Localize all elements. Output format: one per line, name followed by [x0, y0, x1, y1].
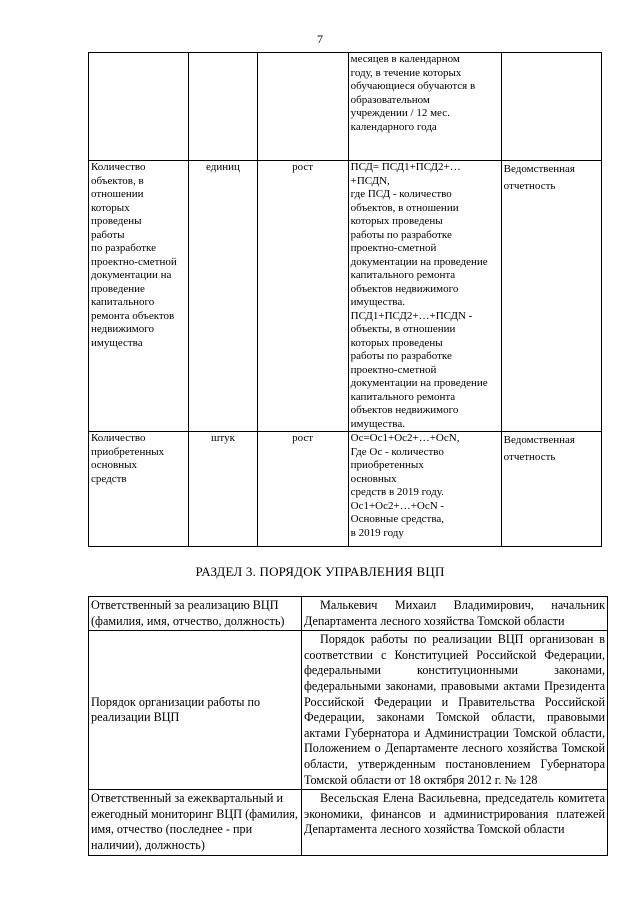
formula-line: учреждении / 12 мес.	[350, 107, 450, 119]
formula-line: проектно-сметной	[350, 363, 437, 376]
indicator-name-line: которых	[91, 201, 130, 214]
formula-line: которых проведены	[350, 215, 443, 227]
formula-line: объектов, в отношении	[350, 201, 459, 214]
source-cell	[501, 53, 601, 161]
formula-cell	[348, 432, 501, 547]
formula-cell	[348, 161, 501, 432]
table-row	[89, 597, 608, 631]
formula-line: имущества.	[350, 296, 405, 308]
formula-line: проектно-сметной	[350, 242, 437, 254]
formula-line: ПСД= ПСД1+ПСД2+…+ПСДN,	[350, 161, 461, 187]
section-heading: РАЗДЕЛ 3. ПОРЯДОК УПРАВЛЕНИЯ ВЦП	[195, 564, 445, 579]
formula-line: объектов недвижимого	[350, 282, 459, 295]
formula-line: объектов недвижимого	[350, 404, 459, 416]
source-cell	[501, 161, 601, 432]
formula-line: году, в течение которых	[350, 66, 462, 79]
indicator-name-cell	[89, 161, 189, 432]
formula-line: работы по разработке	[350, 350, 452, 362]
formula-line: обучающиеся обучаются в	[350, 80, 476, 92]
formula-line: месяцев в календарном	[350, 53, 460, 65]
formula-line: где ПСД - количество	[350, 188, 452, 200]
formula-line: документации на проведение	[350, 377, 488, 389]
formula-cell	[348, 53, 501, 161]
indicator-name-line: средств	[91, 472, 127, 485]
procedure-value-text: Порядок работы по реализации ВЦП организован в соответствии с Конституцией Российской Федерации, федеральными конституционными законами, федеральными законами, правовыми актами Президента Российской Федерации и Правительства Российской Федерации, законами Томской области, правовыми актами Губернатора и Администрации Томской области, Положением о Департаменте лесного хозяйства Томской области, утвержденным постановлением Губернатора Томской области от 18 октября 2012 г. № 128	[304, 632, 605, 787]
formula-line: которых проведены	[350, 336, 443, 349]
indicator-name-line: недвижимого	[91, 323, 154, 335]
indicator-name-line: проектно-сметной	[91, 255, 177, 268]
monitoring-value-text: Весельская Елена Васильевна, председатель комитета экономики, финансов и администрирования платежей Департамента лесного хозяйства Томской области	[304, 791, 605, 837]
indicator-name-line: имущества	[91, 336, 143, 349]
indicator-name-line: Количество	[91, 161, 146, 173]
formula-line: капитального ремонта	[350, 390, 456, 403]
table-row	[89, 790, 608, 855]
indicator-table	[88, 52, 602, 547]
page-number: 7	[317, 32, 323, 46]
formula-line: Ос1+Ос2+…+ОсN -	[350, 499, 445, 512]
unit-cell	[189, 53, 257, 161]
indicator-name-line: проведение	[91, 282, 145, 295]
indicator-name-line: документации на	[91, 269, 172, 281]
unit-cell: единиц	[189, 161, 257, 432]
source-line: Ведомственная	[503, 163, 575, 175]
source-line: Ведомственная	[503, 434, 575, 446]
source-line: отчетность	[503, 180, 556, 192]
formula-line: имущества.	[350, 417, 405, 430]
indicator-name-line: по разработке	[91, 242, 156, 254]
formula-line: работы по разработке	[350, 228, 452, 241]
procedure-value	[302, 631, 608, 790]
indicator-name-line: ремонта объектов	[91, 309, 175, 322]
formula-line: основных	[350, 472, 397, 485]
formula-line: календарного года	[350, 120, 437, 133]
table-row	[89, 432, 602, 547]
indicator-name-line: Количество	[91, 432, 146, 444]
indicator-name-line: отношении	[91, 188, 144, 200]
indicator-name-line: объектов, в	[91, 174, 144, 187]
formula-line: капитального ремонта	[350, 269, 456, 281]
indicator-name-line: работы	[91, 228, 125, 241]
indicator-name-line: приобретенных	[91, 445, 165, 458]
formula-line: объекты, в отношении	[350, 323, 456, 335]
trend-cell	[257, 53, 348, 161]
source-line: отчетность	[503, 451, 556, 463]
formula-line: образовательном	[350, 93, 430, 106]
formula-line: Ос=Ос1+Ос2+…+ОсN,	[350, 432, 460, 444]
monitoring-value	[302, 790, 608, 855]
formula-line: Основные средства,	[350, 513, 445, 525]
unit-cell: штук	[189, 432, 257, 547]
indicator-name-cell	[89, 432, 189, 547]
formula-line: приобретенных	[350, 459, 424, 471]
table-row	[89, 53, 602, 161]
indicator-name-cell	[89, 53, 189, 161]
table-row	[89, 161, 602, 432]
monitoring-label: Ответственный за ежеквартальный и ежегодный мониторинг ВЦП (фамилия, имя, отчество (последнее - при наличии), должность)	[89, 790, 302, 855]
responsible-value-text: Малькевич Михаил Владимирович, начальник Департамента лесного хозяйства Томской области	[304, 598, 605, 628]
indicator-name-line: основных	[91, 459, 138, 471]
indicator-name-line: капитального	[91, 296, 155, 308]
trend-cell: рост	[257, 432, 348, 547]
formula-line: ПСД1+ПСД2+…+ПСДN -	[350, 309, 473, 322]
formula-line: Где Ос - количество	[350, 445, 444, 458]
procedure-label: Порядок организации работы по реализации ВЦП	[89, 631, 302, 790]
trend-cell: рост	[257, 161, 348, 432]
source-cell	[501, 432, 601, 547]
management-table	[88, 596, 608, 856]
responsible-value	[302, 597, 608, 631]
indicator-name-line: проведены	[91, 215, 142, 227]
table-row	[89, 631, 608, 790]
formula-line: в 2019 году	[350, 526, 404, 539]
responsible-label: Ответственный за реализацию ВЦП (фамилия, имя, отчество, должность)	[89, 597, 302, 631]
formula-line: средств в 2019 году.	[350, 486, 444, 498]
formula-line: документации на проведение	[350, 255, 488, 268]
